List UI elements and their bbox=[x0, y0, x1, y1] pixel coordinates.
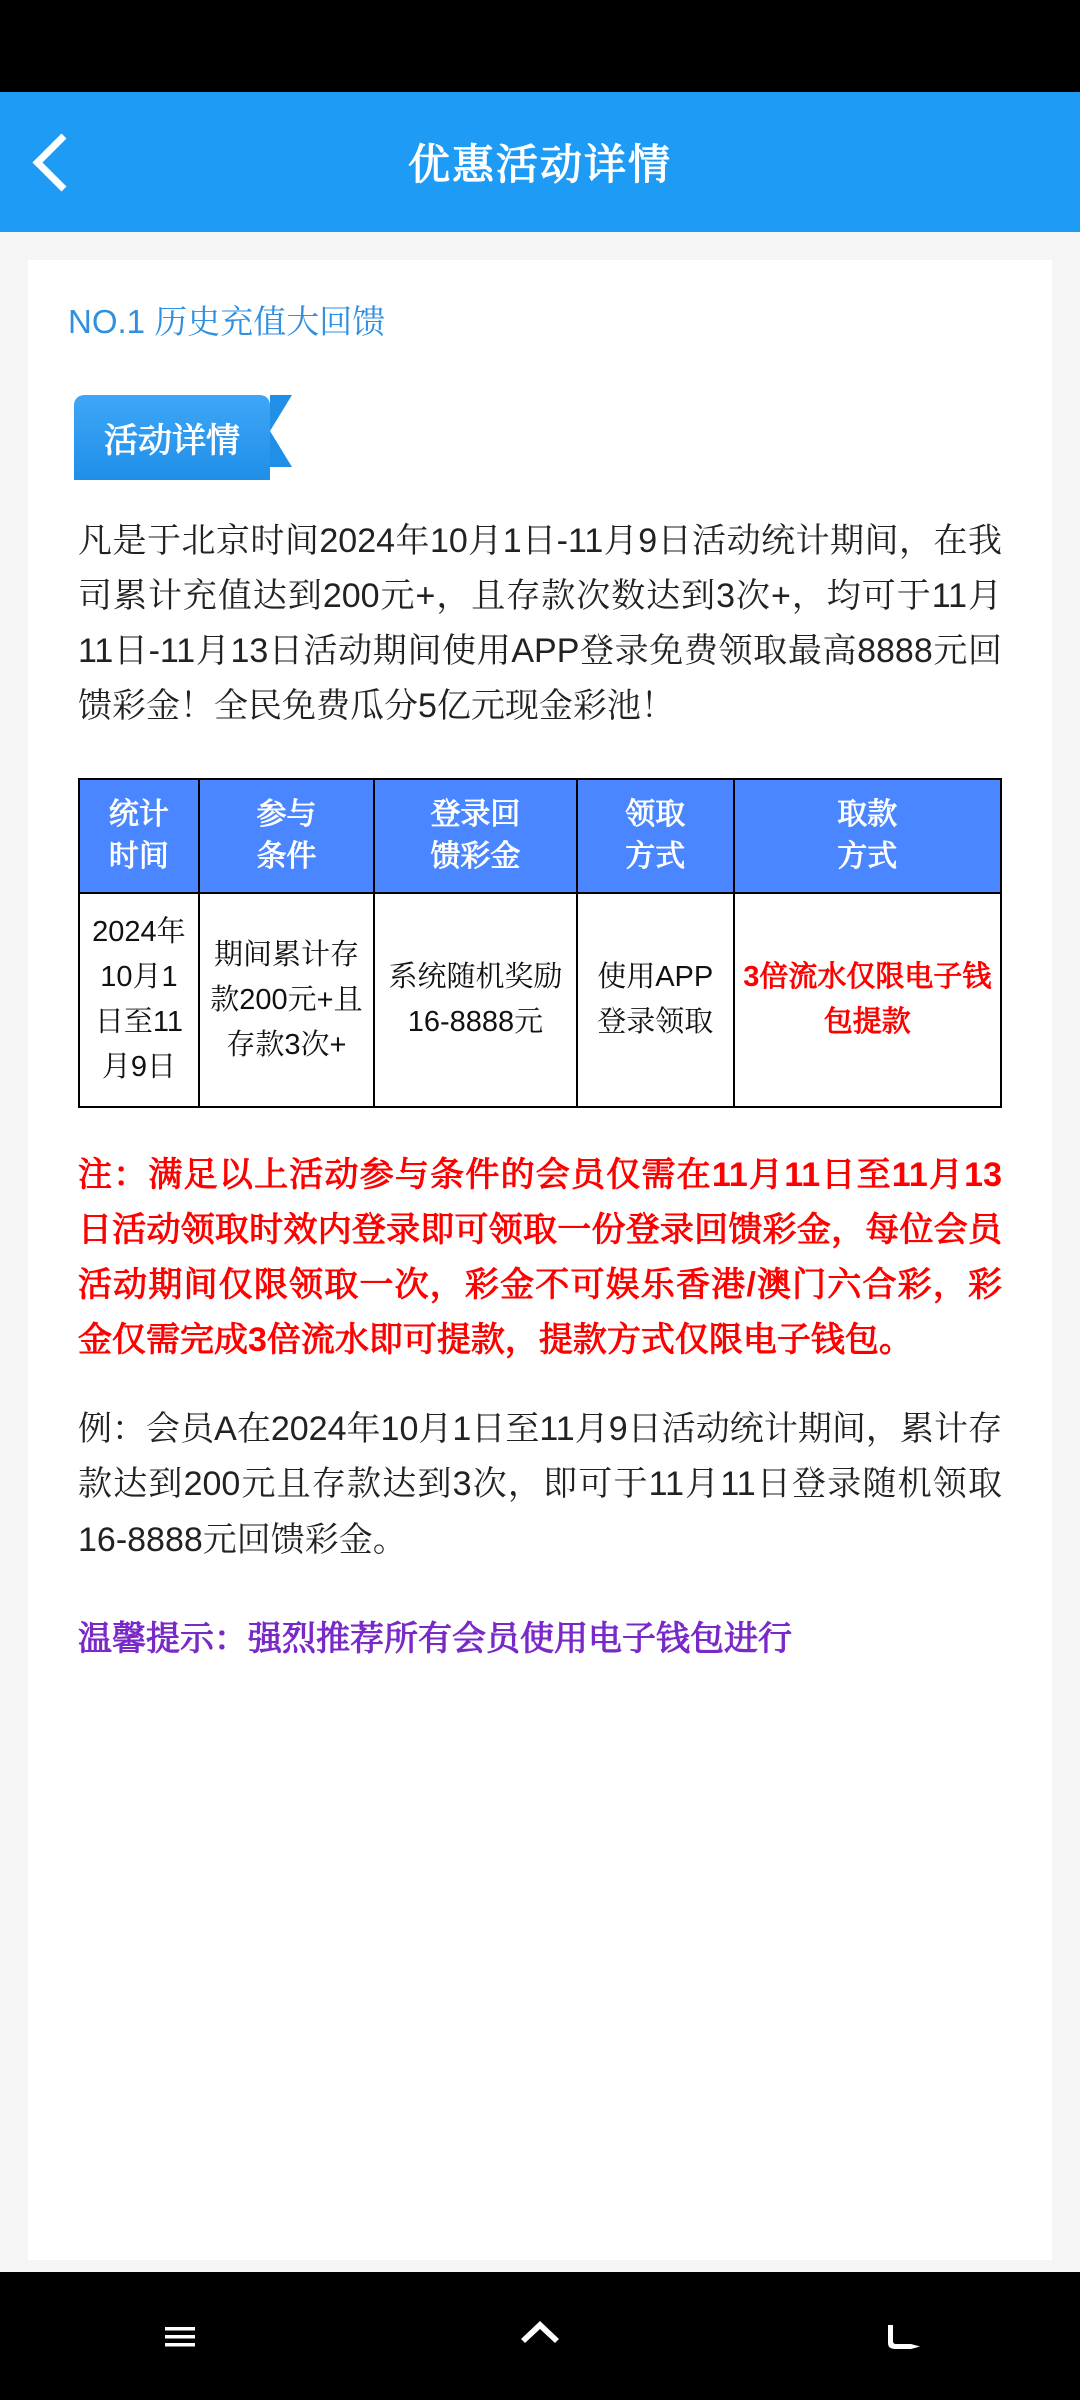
table-row bbox=[79, 893, 1001, 1107]
table-header-line: 参与 bbox=[256, 798, 317, 832]
table-header-line: 方式 bbox=[625, 840, 686, 874]
table-header-line: 登录回 bbox=[430, 798, 521, 832]
table-header-line: 统计 bbox=[108, 798, 169, 832]
table-header-row bbox=[79, 779, 1001, 893]
back-arrow-icon bbox=[874, 2310, 926, 2362]
section-tag-wrap bbox=[74, 395, 1020, 480]
menu-icon bbox=[156, 2312, 204, 2360]
recents-button[interactable] bbox=[120, 2272, 240, 2400]
table-header-cell bbox=[199, 779, 374, 893]
table-cell-withdraw: 3倍流水仅限电子钱包提款 bbox=[734, 893, 1001, 1107]
table-header-cell bbox=[374, 779, 577, 893]
section-tag-activity-details: 活动详情 bbox=[74, 395, 270, 480]
chevron-left-icon bbox=[32, 133, 90, 191]
back-nav-button[interactable] bbox=[840, 2272, 960, 2400]
table-cell-claim: 使用APP登录领取 bbox=[577, 893, 734, 1107]
table-cell-condition: 期间累计存款200元+且存款3次+ bbox=[199, 893, 374, 1107]
table-header-cell bbox=[577, 779, 734, 893]
table-header-cell bbox=[79, 779, 199, 893]
status-bar bbox=[0, 0, 1080, 92]
system-navigation-bar bbox=[0, 2272, 1080, 2400]
promo-note-text: 注：满足以上活动参与条件的会员仅需在11月11日至11月13日活动领取时效内登录即可领取一份登录回馈彩金，每位会员活动期间仅限领取一次，彩金不可娱乐香港/澳门六合彩，彩金仅需完成3倍流水即可提款，提款方式仅限电子钱包。 bbox=[78, 1156, 1002, 1360]
table-header-line: 取款 bbox=[837, 798, 898, 832]
back-button[interactable] bbox=[0, 92, 110, 232]
page-title: 优惠活动详情 bbox=[407, 141, 672, 188]
table-header-line: 方式 bbox=[837, 840, 898, 874]
app-header bbox=[0, 92, 1080, 232]
home-icon bbox=[514, 2310, 566, 2362]
page-content[interactable] bbox=[0, 232, 1080, 2272]
table-header-line: 时间 bbox=[108, 840, 169, 874]
table-cell-bonus: 系统随机奖励16-8888元 bbox=[374, 893, 577, 1107]
table-header-line: 条件 bbox=[256, 840, 317, 874]
promo-card bbox=[28, 260, 1052, 2260]
table-header-line: 馈彩金 bbox=[430, 840, 521, 874]
promo-example-text: 例：会员A在2024年10月1日至11月9日活动统计期间，累计存款达到200元且存款达到3次，即可于11月11日登录随机领取16-8888元回馈彩金。 bbox=[78, 1410, 1002, 1559]
promo-title: NO.1 历史充值大回馈 bbox=[68, 303, 386, 340]
promo-intro-text: 凡是于北京时间2024年10月1日-11月9日活动统计期间，在我司累计充值达到200元+，且存款次数达到3次+，均可于11月11日-11月13日活动期间使用APP登录免费领取最高8888元回馈彩金！全民免费瓜分5亿元现金彩池！ bbox=[78, 522, 1002, 726]
promo-tip-text: 温馨提示：强烈推荐所有会员使用电子钱包进行 bbox=[78, 1619, 792, 1658]
table-cell-period: 2024年10月1日至11月9日 bbox=[79, 893, 199, 1107]
table-header-line: 领取 bbox=[625, 798, 686, 832]
home-button[interactable] bbox=[480, 2272, 600, 2400]
promo-table bbox=[78, 778, 1002, 1108]
table-header-cell bbox=[734, 779, 1001, 893]
